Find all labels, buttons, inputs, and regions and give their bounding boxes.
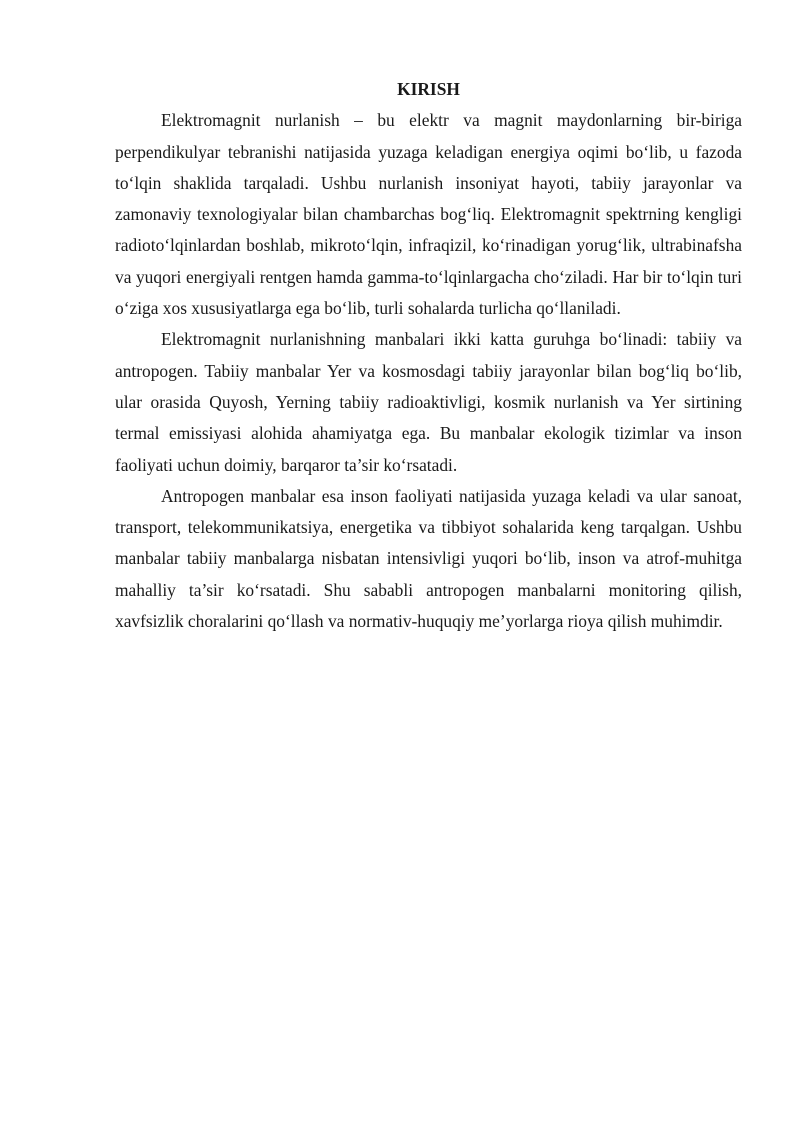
document-body — [115, 74, 742, 637]
section-heading: KIRISH — [397, 79, 460, 99]
paragraph-3: Antropogen manbalar esa inson faoliyati natijasida yuzaga keladi va ular sanoat, transport, telekommunikatsiya, energetika va tibbiyot sohalarida keng tarqalgan. Ushbu manbalar tabiiy manbalarga nisbatan intensivligi yuqori bo‘lib, inson va atrof-muhitga mahalliy ta’sir ko‘rsatadi. Shu sababli antropogen manbalarni monitoring qilish, xavfsizlik choralarini qo‘llash va normativ-huquqiy me’yorlarga rioya qilish muhimdir. — [115, 485, 742, 632]
paragraph-2: Elektromagnit nurlanishning manbalari ikki katta guruhga bo‘linadi: tabiiy va antropogen. Tabiiy manbalar Yer va kosmosdagi tabiiy jarayonlar bilan bog‘liq bo‘lib, ular orasida Quyosh, Yerning tabiiy radioaktivligi, kosmik nurlanish va Yer sirtining termal emissiyasi alohida ahamiyatga ega. Bu manbalar ekologik tizimlar va inson faoliyati uchun doimiy, barqaror ta’sir ko‘rsatadi. — [115, 329, 742, 475]
paragraph-1: Elektromagnit nurlanish – bu elektr va magnit maydonlarning bir-biriga perpendikulyar tebranishi natijasida yuzaga keladigan energiya oqimi bo‘lib, u fazoda to‘lqin shaklida tarqaladi. Ushbu nurlanish insoniyat hayoti, tabiiy jarayonlar va zamonaviy texnologiyalar bilan chambarchas bog‘liq. Elektromagnit spektrning kengligi radioto‘lqinlardan boshlab, mikroto‘lqin, infraqizil, ko‘rinadigan yorug‘lik, ultrabinafsha va yuqori energiyali rentgen hamda gamma-to‘lqinlargacha cho‘ziladi. Har bir to‘lqin turi o‘ziga xos xususiyatlarga ega bo‘lib, turli sohalarda turlicha qo‘llaniladi. — [115, 110, 742, 319]
